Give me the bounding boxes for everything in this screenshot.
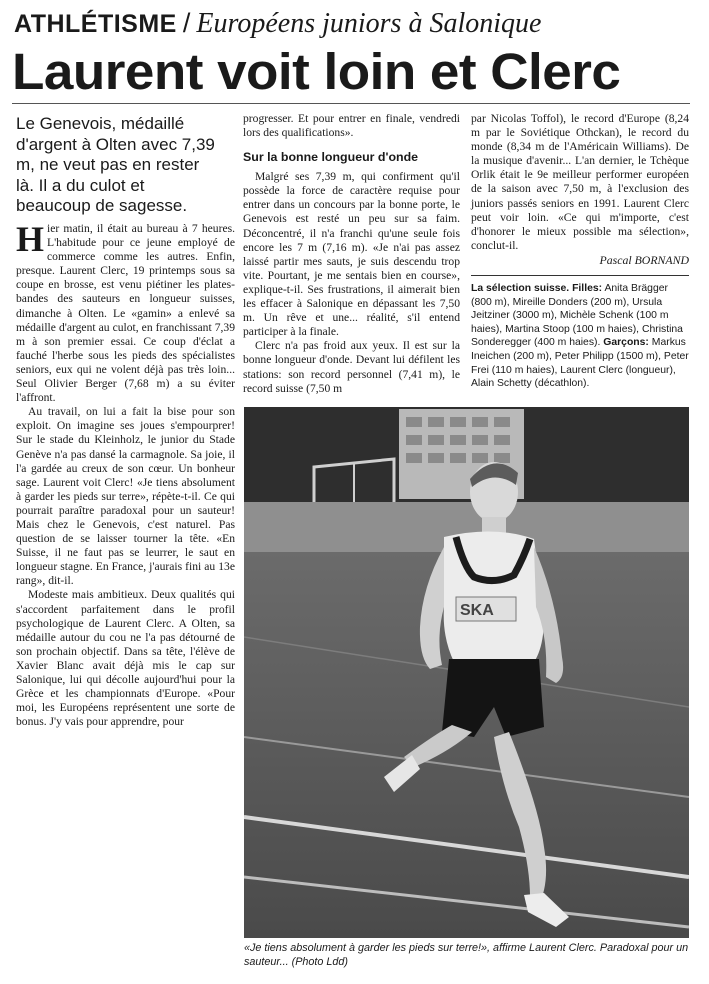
article-paragraph: Modeste mais ambitieux. Deux qualités qui s'accordent parfaitement dans le profil psychologique de Laurent Clerc. A Olten, sa médaille autour du cou ne l'a pas détourné de son prochain objectif. Dans sa tête, l'élève de Xavier Blanc avait déjà mis le cap sur Salonique, lui qui décolle aujourd'hui pour la Grèce et les championnats d'Europe. «Pour moi, les Européens représentent une sorte de bonus. J'y vais pour apprendre, pour <box>16 588 235 729</box>
headline: Laurent voit loin et Clerc <box>12 43 621 100</box>
bib-text: SKA <box>460 602 494 619</box>
photo-caption: «Je tiens absolument à garder les pieds sur terre!», affirme Laurent Clerc. Paradoxal pour un sauteur... (Photo Ldd) <box>244 942 689 968</box>
paragraph-text: ier matin, il était au bureau à 7 heures. L'habitude pour ce jeune employé de commerce comme les autres. Enfin, presque. Laurent Clerc, 19 printemps sous sa coupe en brosse, est venu piétiner les plates-bandes des sauteurs en longueur suisses, dimanche à Olten. Le «gamin» a enlevé sa médaille d'argent au culot, en franchissant 7,39 m à son premier essai. Ce coup d'éclat a fauché l'herbe sous les pieds des spécialistes seniors, eux qui ne volent déjà pas très loin... Seul Olivier Berger (7,68 m) a su éviter l'affront. <box>16 222 235 405</box>
rubric-line <box>14 6 704 40</box>
selection-title: La sélection suisse. <box>471 283 570 295</box>
selection-divider <box>471 275 689 276</box>
section-subhead: Sur la bonne longueur d'onde <box>243 150 419 165</box>
article-column-1 <box>16 219 235 729</box>
article-paragraph: Clerc n'a pas froid aux yeux. Il est sur la bonne longueur d'onde. Devant lui défilent les stations: son record personnel (7,41 m), le record suisse (7,50 m <box>243 339 460 395</box>
article-paragraph: Malgré ses 7,39 m, qui confirment qu'il possède la force de caractère requise pour entrer dans un concours par la bonne porte, le Genevois est resté un peu sur sa faim. Déconcentré, il n'a franchi qu'une seule fois encore les 7 m (7,16 m). «Je n'ai pas assez laissé partir mes sauts, je suis descendu trop vite. Pourtant, je me sentais bien en course», explique-t-il. Ses frustrations, il aimerait bien les effacer à Salonique en dépassant les 7,50 m. Un rêve et une... réalité, s'il entend participer à la finale. <box>243 170 460 339</box>
article-column-2 <box>243 112 460 396</box>
athlete-photo <box>244 407 689 938</box>
rubric-subtitle: Européens juniors à Salonique <box>196 8 542 39</box>
girls-label: Filles: <box>572 283 603 295</box>
athlete-photo-illustration <box>244 407 689 938</box>
article-paragraph <box>16 219 235 405</box>
category-label: ATHLÉTISME <box>14 10 177 38</box>
intro-lead: Le Genevois, médaillé d'argent à Olten avec 7,39 m, ne veut pas en rester là. Il a du culot et beaucoup de sagesse. <box>16 114 215 215</box>
author-byline: Pascal BORNAND <box>599 252 689 267</box>
selection-box <box>471 282 689 391</box>
article-column-3 <box>471 112 689 391</box>
article-paragraph: par Nicolas Toffol), le record d'Europe (8,24 m par le Soviétique Othckan), le record du monde (8,34 m de l'Américain Williams). De la musique d'avenir... L'an dernier, le Tchèque Orlik était le 9e meilleur performer européen de la saison avec 7,50 m, à l'exclusion des juniors passés seniors en 1991. Laurent Clerc peut voir loin. «Ce qui m'importe, c'est d'honorer le mieux possible ma sélection», conclut-il. <box>471 112 689 252</box>
drop-cap: H <box>16 219 45 259</box>
boys-list: Markus Ineichen (200 m), Peter Philipp (1500 m), Peter Frei (110 m haies), Laurent Clerc (longueur), Alain Schetty (décathlon). <box>471 337 689 390</box>
article-paragraph: Au travail, on lui a fait la bise pour son exploit. On imagine ses joues s'empourprer! Sur le stade du Kleinholz, le junior du Stade Genève n'a pas dansé la carmagnole. Sa joie, il l'a gardée au creux de son cœur. Un bonheur sage. Laurent voit Clerc! «Je tiens absolument à garder les pieds sur terre», répète-t-il. Ce qui pourrait paraître paradoxal pour un sauteur! Mais chez le Genevois, c'est naturel. Pas question de se laisser tourner la tête. «En Suisse, il ne faut pas se leurrer, le saut en longueur stagne. En France, j'aurais fini au 13e rang», dit-il. <box>16 405 235 588</box>
article-paragraph: progresser. Et pour entrer en finale, vendredi lors des qualifications». <box>243 112 460 140</box>
boys-label: Garçons: <box>603 337 649 349</box>
girls-list: Anita Brägger (800 m), Mireille Donders (200 m), Ursula Jeitziner (3000 m), Michèle Schenk (100 m haies), Martina Stoop (100 m haies), Christina Sonderegger (400 m haies). <box>471 283 683 349</box>
header-divider <box>12 103 690 104</box>
rubric-separator: / <box>182 8 191 38</box>
